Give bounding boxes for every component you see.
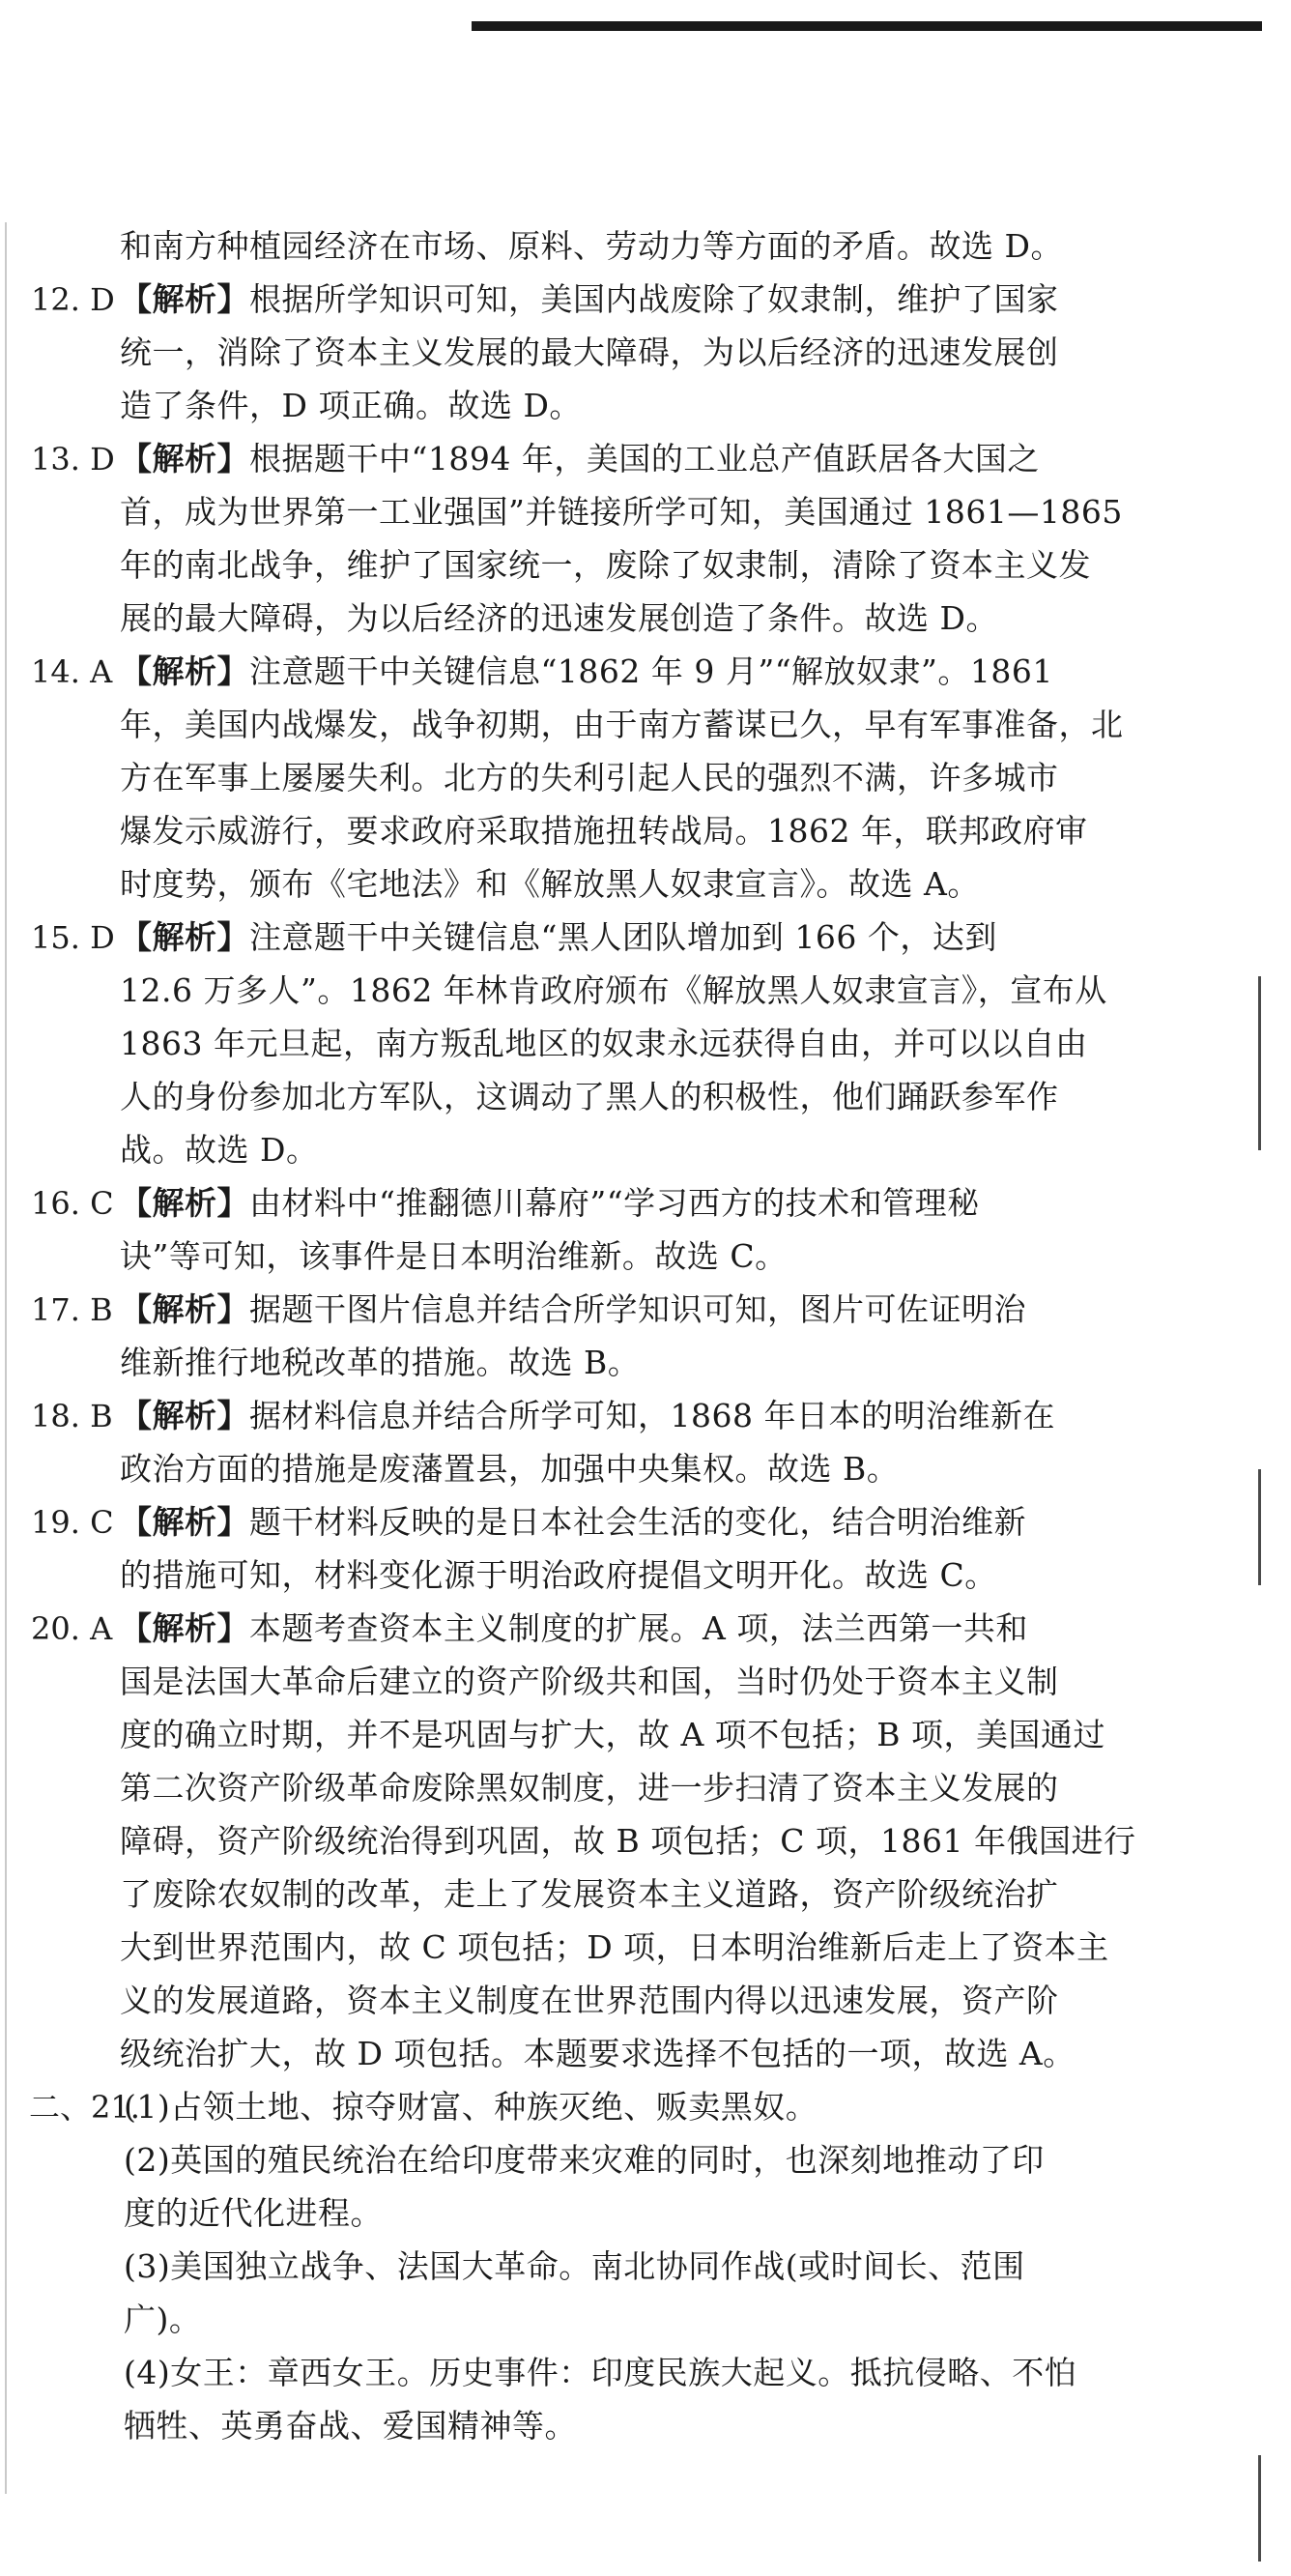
text-span: 根据题干中“1894 年，美国的工业总产值跃居各大国之: [249, 440, 1040, 478]
text-span: 据题干图片信息并结合所学知识可知，图片可佐证明治: [249, 1290, 1026, 1328]
analysis-tag: 【解析】: [120, 280, 249, 318]
text-span: 注意题干中关键信息“1862 年 9 月”“解放奴隶”。1861: [249, 652, 1053, 690]
text-line: 诀”等可知，该事件是日本明治维新。故选 C。: [120, 1237, 788, 1275]
text-line: 国是法国大革命后建立的资产阶级共和国，当时仍处于资本主义制: [120, 1663, 1059, 1700]
analysis-tag: 【解析】: [120, 1609, 249, 1647]
right-edge-mark: [1258, 1469, 1261, 1585]
right-edge-mark: [1258, 2455, 1261, 2562]
question-number: 16. C: [31, 1185, 114, 1222]
text-line: 方在军事上屡屡失利。北方的失利引起人民的强烈不满，许多城市: [120, 759, 1059, 796]
answer-line: [120, 1290, 1144, 1329]
text-line: 维新推行地税改革的措施。故选 B。: [120, 1344, 641, 1381]
text-line: 牺牲、英勇奋战、爱国精神等。: [124, 2407, 577, 2445]
question-number: 13. D: [31, 441, 115, 478]
text-line: (3)美国独立战争、法国大革命。南北协同作战(或时间长、范围: [124, 2247, 1025, 2285]
text-span: 本题考查资本主义制度的扩展。A 项，法兰西第一共和: [249, 1609, 1028, 1647]
analysis-tag: 【解析】: [120, 918, 249, 956]
answer-line: [120, 1397, 1144, 1435]
text-span: 根据所学知识可知，美国内战废除了奴隶制，维护了国家: [249, 280, 1059, 318]
text-line: 展的最大障碍，为以后经济的迅速发展创造了条件。故选 D。: [120, 599, 998, 637]
question-number: 19. C: [31, 1504, 114, 1541]
text-line: (1)占领土地、掠夺财富、种族灭绝、贩卖黑奴。: [124, 2088, 818, 2126]
text-line: 广)。: [124, 2301, 202, 2338]
question-number: 14. A: [31, 653, 113, 690]
text-line: 政治方面的措施是废藩置县，加强中央集权。故选 B。: [120, 1450, 900, 1488]
analysis-tag: 【解析】: [120, 1290, 249, 1328]
question-number: 20. A: [31, 1610, 113, 1647]
analysis-tag: 【解析】: [120, 1397, 249, 1434]
analysis-tag: 【解析】: [120, 1184, 249, 1222]
text-line: 和南方种植园经济在市场、原料、劳动力等方面的矛盾。故选 D。: [120, 227, 1063, 265]
analysis-tag: 【解析】: [120, 652, 249, 690]
text-line: 统一，消除了资本主义发展的最大障碍，为以后经济的迅速发展创: [120, 333, 1059, 371]
analysis-tag: 【解析】: [120, 1503, 249, 1541]
text-line: (4)女王：章西女王。历史事件：印度民族大起义。抵抗侵略、不怕: [124, 2354, 1077, 2391]
text-line: 障碍，资产阶级统治得到巩固，故 B 项包括；C 项，1861 年俄国进行: [120, 1822, 1136, 1860]
text-line: 首，成为世界第一工业强国”并链接所学可知，美国通过 1861—1865: [120, 493, 1123, 531]
right-edge-mark: [1258, 976, 1261, 1150]
text-line: 战。故选 D。: [120, 1131, 319, 1169]
text-span: 由材料中“推翻德川幕府”“学习西方的技术和管理秘: [249, 1184, 980, 1222]
text-line: 级统治扩大，故 D 项包括。本题要求选择不包括的一项，故选 A。: [120, 2035, 1076, 2072]
answer-line: [120, 1503, 1144, 1542]
text-line: 第二次资产阶级革命废除黑奴制度，进一步扫清了资本主义发展的: [120, 1769, 1059, 1807]
text-line: 度的确立时期，并不是巩固与扩大，故 A 项不包括；B 项，美国通过: [120, 1716, 1106, 1753]
text-line: 年的南北战争，维护了国家统一，废除了奴隶制，清除了资本主义发: [120, 546, 1091, 584]
text-span: 题干材料反映的是日本社会生活的变化，结合明治维新: [249, 1503, 1026, 1541]
text-line: 1863 年元旦起，南方叛乱地区的奴隶永远获得自由，并可以以自由: [120, 1025, 1088, 1062]
answer-line: [120, 280, 1144, 319]
text-span: 注意题干中关键信息“黑人团队增加到 166 个，达到: [249, 918, 997, 956]
text-line: 了废除农奴制的改革，走上了发展资本主义道路，资产阶级统治扩: [120, 1875, 1059, 1913]
top-header-rule: [472, 21, 1262, 31]
text-line: 义的发展道路，资本主义制度在世界范围内得以迅速发展，资产阶: [120, 1982, 1059, 2019]
text-line: 人的身份参加北方军队，这调动了黑人的积极性，他们踊跃参军作: [120, 1078, 1059, 1115]
answer-line: [120, 652, 1144, 691]
answer-line: [120, 1184, 1144, 1223]
answer-line: [120, 440, 1144, 478]
question-number: 17. B: [31, 1291, 113, 1328]
section-number: 二、21.: [29, 2089, 140, 2126]
text-line: 时度势，颁布《宅地法》和《解放黑人奴隶宣言》。故选 A。: [120, 865, 980, 903]
question-number: 15. D: [31, 919, 115, 956]
text-line: 大到世界范围内，故 C 项包括；D 项，日本明治维新后走上了资本主: [120, 1928, 1109, 1966]
question-number: 12. D: [31, 281, 115, 318]
left-margin-rule: [5, 222, 7, 2494]
text-line: 年，美国内战爆发，战争初期，由于南方蓄谋已久，早有军事准备，北: [120, 706, 1124, 743]
analysis-tag: 【解析】: [120, 440, 249, 478]
text-line: 12.6 万多人”。1862 年林肯政府颁布《解放黑人奴隶宣言》，宣布从: [120, 971, 1107, 1009]
text-line: (2)英国的殖民统治在给印度带来灾难的同时，也深刻地推动了印: [124, 2141, 1045, 2179]
answer-line: [120, 918, 1144, 957]
text-line: 度的近代化进程。: [124, 2194, 383, 2232]
text-line: 的措施可知，材料变化源于明治政府提倡文明开化。故选 C。: [120, 1556, 997, 1594]
text-span: 据材料信息并结合所学可知，1868 年日本的明治维新在: [249, 1397, 1055, 1434]
text-line: 爆发示威游行，要求政府采取措施扭转战局。1862 年，联邦政府审: [120, 812, 1088, 850]
question-number: 18. B: [31, 1398, 113, 1434]
answer-line: [120, 1609, 1144, 1648]
text-line: 造了条件，D 项正确。故选 D。: [120, 387, 582, 424]
